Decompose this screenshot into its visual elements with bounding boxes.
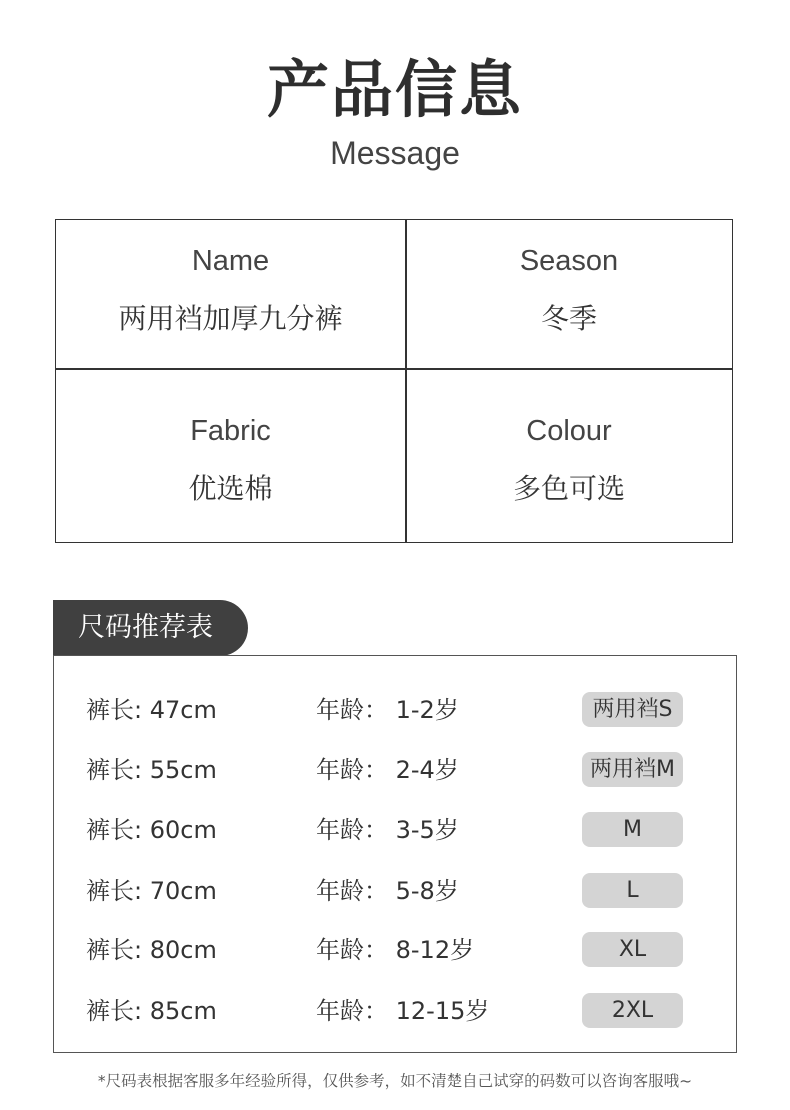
age-range: 年龄： 12-15岁: [316, 997, 490, 1025]
size-badge: M: [582, 812, 683, 847]
info-cell-colour: [406, 413, 732, 507]
size-row: [54, 932, 736, 968]
pants-length: 裤长: 47cm: [86, 696, 217, 724]
size-row: [54, 873, 736, 909]
info-cell-fabric: [56, 413, 405, 507]
info-label: Colour: [526, 415, 612, 447]
size-badge: 两用裆S: [582, 692, 683, 727]
size-footnote: *尺码表根据客服多年经验所得，仅供参考，如不清楚自己试穿的码数可以咨询客服哦~: [97, 1072, 693, 1090]
age-range: 年龄： 1-2岁: [316, 696, 459, 724]
age-range: 年龄： 5-8岁: [316, 877, 459, 905]
page-subtitle: Message: [330, 135, 460, 171]
size-badge: XL: [582, 932, 683, 967]
info-value: 冬季: [540, 302, 597, 335]
grid-divider-horizontal: [56, 368, 732, 370]
size-table-tab: 尺码推荐表: [53, 600, 248, 656]
age-range: 年龄： 2-4岁: [316, 756, 459, 784]
size-row: [54, 752, 736, 788]
info-label: Season: [519, 245, 619, 277]
info-value: 优选棉: [188, 472, 273, 505]
info-cell-season: [406, 243, 732, 337]
size-row: [54, 993, 736, 1029]
info-label: Name: [191, 245, 270, 277]
age-range: 年龄： 3-5岁: [316, 816, 459, 844]
size-table: [53, 655, 737, 1053]
info-cell-name: [56, 243, 405, 337]
pants-length: 裤长: 60cm: [86, 816, 217, 844]
size-badge: 两用裆M: [582, 752, 683, 787]
pants-length: 裤长: 85cm: [86, 997, 217, 1025]
pants-length: 裤长: 70cm: [86, 877, 217, 905]
info-value: 两用裆加厚九分裤: [118, 302, 343, 335]
size-row: [54, 692, 736, 728]
size-badge: 2XL: [582, 993, 683, 1028]
info-value: 多色可选: [512, 472, 625, 505]
pants-length: 裤长: 55cm: [86, 756, 217, 784]
product-info-grid: [55, 219, 733, 543]
age-range: 年龄： 8-12岁: [316, 936, 475, 964]
info-label: Fabric: [190, 415, 271, 447]
pants-length: 裤长: 80cm: [86, 936, 217, 964]
page-title: 产品信息: [266, 53, 523, 126]
size-row: [54, 812, 736, 848]
size-badge: L: [582, 873, 683, 908]
